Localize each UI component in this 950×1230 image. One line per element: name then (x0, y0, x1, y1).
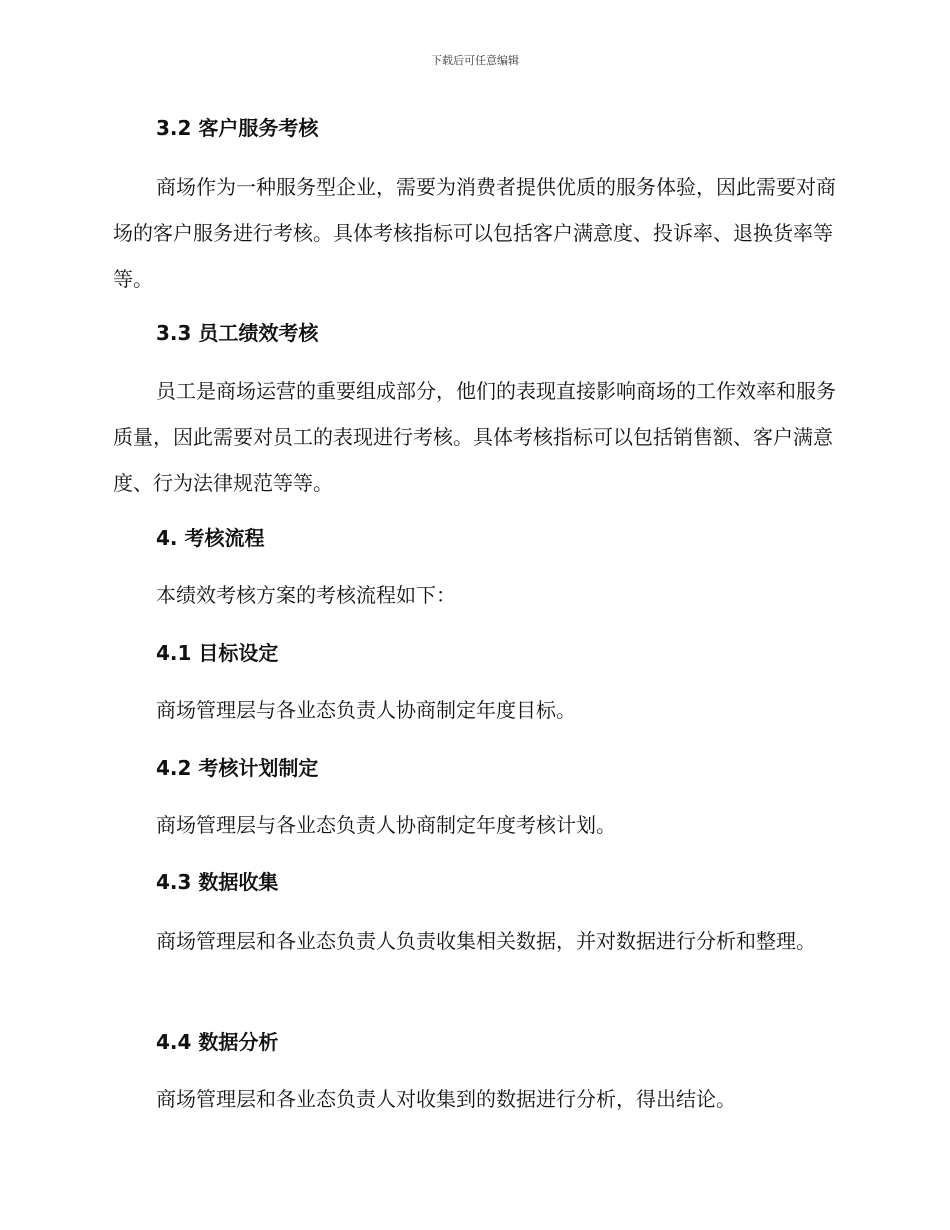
section-paragraph-4: 本绩效考核方案的考核流程如下： (156, 583, 456, 607)
section-paragraph-4-2: 商场管理层与各业态负责人协商制定年度考核计划。 (156, 813, 616, 837)
section-heading-3-2: 3.2 客户服务考核 (156, 116, 319, 140)
section-paragraph-4-3: 商场管理层和各业态负责人负责收集相关数据，并对数据进行分析和整理。 (156, 929, 816, 953)
section-paragraph-3-2: 商场作为一种服务型企业，需要为消费者提供优质的服务体验，因此需要对商场的客户服务进行考核。具体考核指标可以包括客户满意度、投诉率、退换货率等等。 (113, 175, 836, 291)
page-header: 下载后可任意编辑 (431, 54, 519, 67)
section-heading-4-3: 4.3 数据收集 (156, 870, 279, 894)
section-paragraph-4-1: 商场管理层与各业态负责人协商制定年度目标。 (156, 698, 576, 722)
section-paragraph-4-4: 商场管理层和各业态负责人对收集到的数据进行分析，得出结论。 (156, 1087, 736, 1111)
section-heading-4-1: 4.1 目标设定 (156, 641, 279, 665)
section-heading-4-4: 4.4 数据分析 (156, 1030, 279, 1054)
section-heading-3-3: 3.3 员工绩效考核 (156, 321, 319, 345)
section-heading-4: 4. 考核流程 (156, 526, 265, 550)
section-heading-4-2: 4.2 考核计划制定 (156, 756, 319, 780)
section-paragraph-3-3: 员工是商场运营的重要组成部分，他们的表现直接影响商场的工作效率和服务质量，因此需要对员工的表现进行考核。具体考核指标可以包括销售额、客户满意度、行为法律规范等等。 (113, 379, 836, 495)
